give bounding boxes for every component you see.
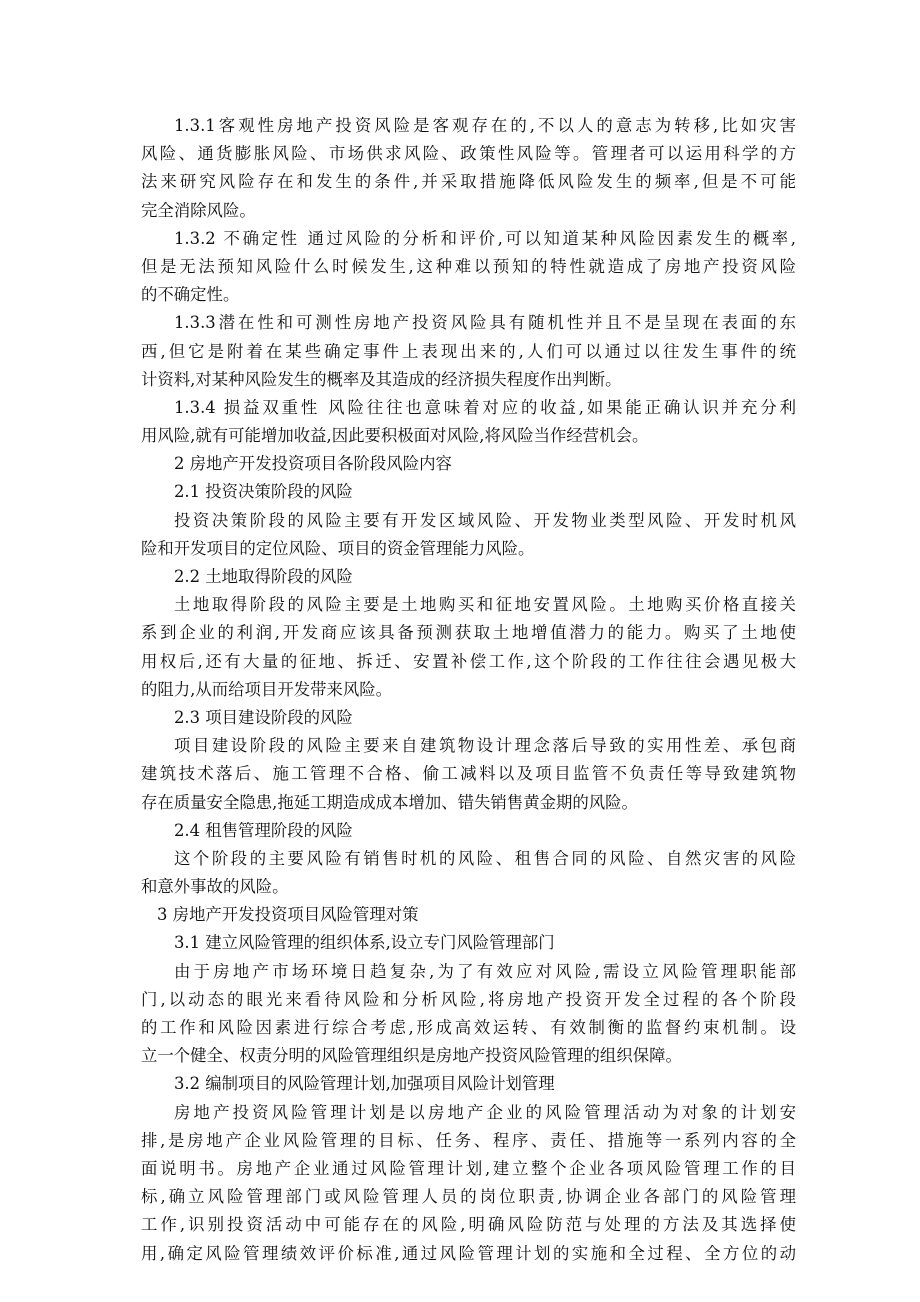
text-line: 面说明书。房地产企业通过风险管理计划,建立整个企业各项风险管理工作的目 <box>141 1158 796 1178</box>
text-line: 项目建设阶段的风险主要来自建筑物设计理念落后导致的实用性差、承包商 <box>174 736 796 756</box>
text-line: 存在质量安全隐患,拖延工期造成成本增加、错失销售黄金期的风险。 <box>141 792 638 812</box>
text-line: 标,确立风险管理部门或风险管理人员的岗位职责,协调企业各部门的风险管理 <box>141 1187 796 1207</box>
text-line: 1.3.4 损益双重性 风险往往也意味着对应的收益,如果能正确认识并充分利 <box>174 397 796 417</box>
text-line: 工作,识别投资活动中可能存在的风险,明确风险防范与处理的方法及其选择使 <box>141 1215 796 1235</box>
text-line: 用权后,还有大量的征地、拆迁、安置补偿工作,这个阶段的工作往往会遇见极大 <box>141 651 796 671</box>
text-line: 风险、通货膨胀风险、市场供求风险、政策性风险等。管理者可以运用科学的方 <box>141 144 796 164</box>
text-line: 门,以动态的眼光来看待风险和分析风险,将房地产投资开发全过程的各个阶段 <box>141 989 796 1009</box>
text-line: 排,是房地产企业风险管理的目标、任务、程序、责任、措施等一系列内容的全 <box>141 1130 796 1150</box>
text-line: 3 房地产开发投资项目风险管理对策 <box>157 905 419 925</box>
text-line: 2.1 投资决策阶段的风险 <box>174 482 353 502</box>
text-line: 完全消除风险。 <box>141 200 256 220</box>
text-line: 2.3 项目建设阶段的风险 <box>174 707 353 727</box>
text-line: 1.3.3潜在性和可测性房地产投资风险具有随机性并且不是呈现在表面的东 <box>174 313 796 333</box>
text-line: 3.2 编制项目的风险管理计划,加强项目风险计划管理 <box>174 1074 555 1094</box>
text-line: 西,但它是附着在某些确定事件上表现出来的,人们可以通过以往发生事件的统 <box>141 341 796 361</box>
text-line: 由于房地产市场环境日趋复杂,为了有效应对风险,需设立风险管理职能部 <box>174 961 796 981</box>
text-line: 2 房地产开发投资项目各阶段风险内容 <box>174 454 452 474</box>
text-line: 的工作和风险因素进行综合考虑,形成高效运转、有效制衡的监督约束机制。设 <box>141 1018 796 1037</box>
text-line: 房地产投资风险管理计划是以房地产企业的风险管理活动为对象的计划安 <box>174 1102 796 1122</box>
text-line: 2.2 土地取得阶段的风险 <box>174 567 353 586</box>
text-line: 的不确定性。 <box>141 285 240 305</box>
document-body <box>141 112 796 1268</box>
text-line: 3.1 建立风险管理的组织体系,设立专门风险管理部门 <box>174 933 555 953</box>
text-line: 1.3.2 不确定性 通过风险的分析和评价,可以知道某种风险因素发生的概率, <box>174 228 796 248</box>
text-line: 建筑技术落后、施工管理不合格、偷工减料以及项目监管不负责任等导致建筑物 <box>141 764 796 784</box>
text-line: 土地取得阶段的风险主要是土地购买和征地安置风险。土地购买价格直接关 <box>174 595 796 615</box>
text-line: 投资决策阶段的风险主要有开发区域风险、开发物业类型风险、开发时机风 <box>174 510 796 530</box>
text-line: 系到企业的利润,开发商应该具备预测获取土地增值潜力的能力。购买了土地使 <box>141 623 796 643</box>
text-line: 立一个健全、权责分明的风险管理组织是房地产投资风险管理的组织保障。 <box>141 1046 682 1066</box>
text-line: 和意外事故的风险。 <box>141 877 289 897</box>
text-line: 险和开发项目的定位风险、项目的资金管理能力风险。 <box>141 538 535 558</box>
text-line: 用风险,就有可能增加收益,因此要积极面对风险,将风险当作经营机会。 <box>141 426 649 446</box>
text-line: 但是无法预知风险什么时候发生,这种难以预知的特性就造成了房地产投资风险 <box>141 256 796 276</box>
text-line: 用,确定风险管理绩效评价标准,通过风险管理计划的实施和全过程、全方位的动 <box>141 1243 796 1263</box>
text-line: 这个阶段的主要风险有销售时机的风险、租售合同的风险、自然灾害的风险 <box>174 848 796 868</box>
text-line: 计资料,对某种风险发生的概率及其造成的经济损失程度作出判断。 <box>141 369 622 389</box>
text-line: 的阻力,从而给项目开发带来风险。 <box>141 679 393 699</box>
text-line: 1.3.1客观性房地产投资风险是客观存在的,不以人的意志为转移,比如灾害 <box>174 116 796 135</box>
text-line: 2.4 租售管理阶段的风险 <box>174 820 353 840</box>
text-line: 法来研究风险存在和发生的条件,并采取措施降低风险发生的频率,但是不可能 <box>141 172 796 192</box>
